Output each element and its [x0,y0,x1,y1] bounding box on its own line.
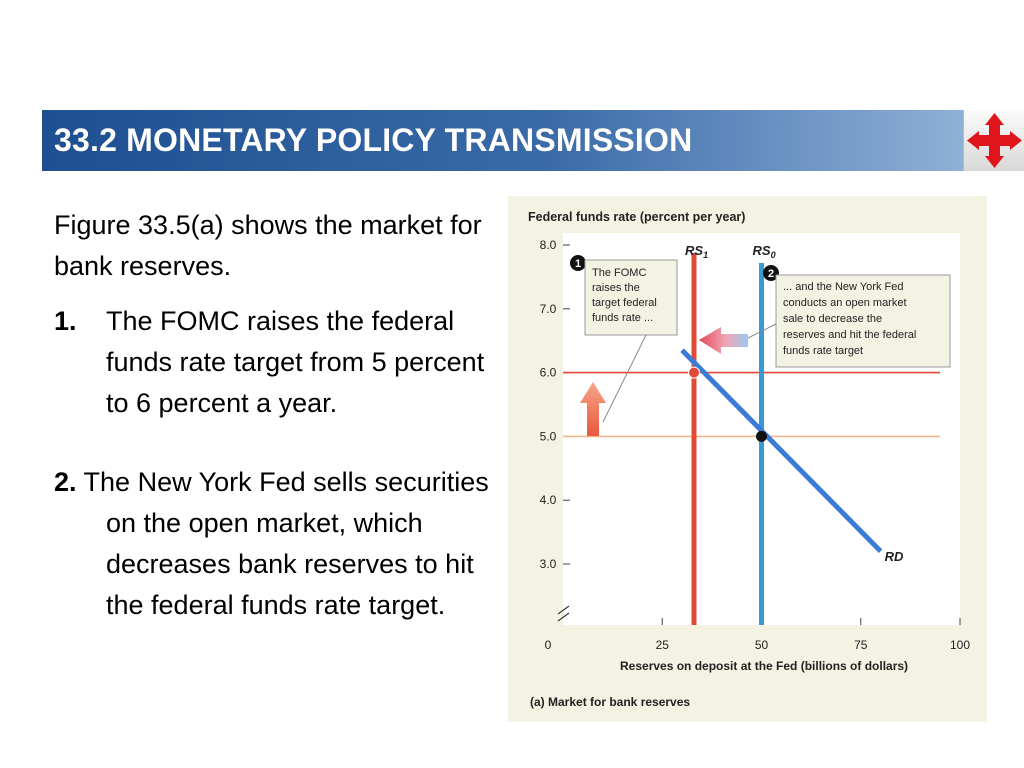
x-tick-label-2: 50 [754,638,769,652]
list-item-2 [54,462,494,626]
intro-text: Figure 33.5(a) shows the market for bank reserves. [54,210,482,281]
badge-2: 2 [767,268,775,280]
x-axis-labels [545,638,971,652]
label-RD: RD [884,549,904,565]
x-tick-label-4: 100 [949,638,971,652]
x-axis-label: Reserves on deposit at the Fed (billions of dollars) [620,659,909,673]
x-tick-label-0: 0 [544,638,552,652]
x-tick-label-1: 25 [655,638,669,652]
four-arrow-navigation-icon [964,110,1024,171]
y-tick-label-3: 6.0 [539,365,557,380]
item-text-2: The New York Fed sells securities on the open market, which decreases bank reserves to hit the federal funds rate target. [83,467,489,620]
y-tick-label-4: 7.0 [539,301,557,316]
item-number-1: 1. [54,306,77,336]
item-number-2: 2. [54,467,77,497]
y-tick-label-2: 5.0 [539,429,557,444]
figure-caption: (a) Market for bank reserves [530,695,691,709]
y-tick-label-5: 8.0 [539,238,557,252]
figure-panel [508,196,987,722]
annotation-1-text: The FOMC raises the target federal funds rate ... [592,267,657,324]
reserves-market-chart [508,196,987,722]
label-RS1: $RS_1$ [685,243,709,260]
title-bar [42,110,964,171]
list-item-1 [54,301,494,424]
annotation-2 [748,265,950,367]
slide-body [54,205,494,626]
y-tick-label-0: 3.0 [539,557,557,571]
y-axis-labels [540,238,557,571]
badge-1: 1 [574,258,582,270]
slide-title: 33.2 MONETARY POLICY TRANSMISSION [54,122,693,158]
y-tick-label-1: 4.0 [539,493,557,508]
navigation-button[interactable] [963,110,1024,171]
item-text-1: The FOMC raises the federal funds rate target from 5 percent to 6 percent a year. [106,306,485,418]
label-RS0: $RS_0$ [752,243,776,260]
equilibrium-point-1 [689,367,700,378]
chart-title: Federal funds rate (percent per year) [528,210,746,224]
annotation-2-text: ... and the New York Fed conducts an open market sale to decrease the reserves and hit the federal funds rate target [783,281,917,357]
x-tick-label-3: 75 [854,638,868,652]
equilibrium-point-2 [756,431,767,442]
